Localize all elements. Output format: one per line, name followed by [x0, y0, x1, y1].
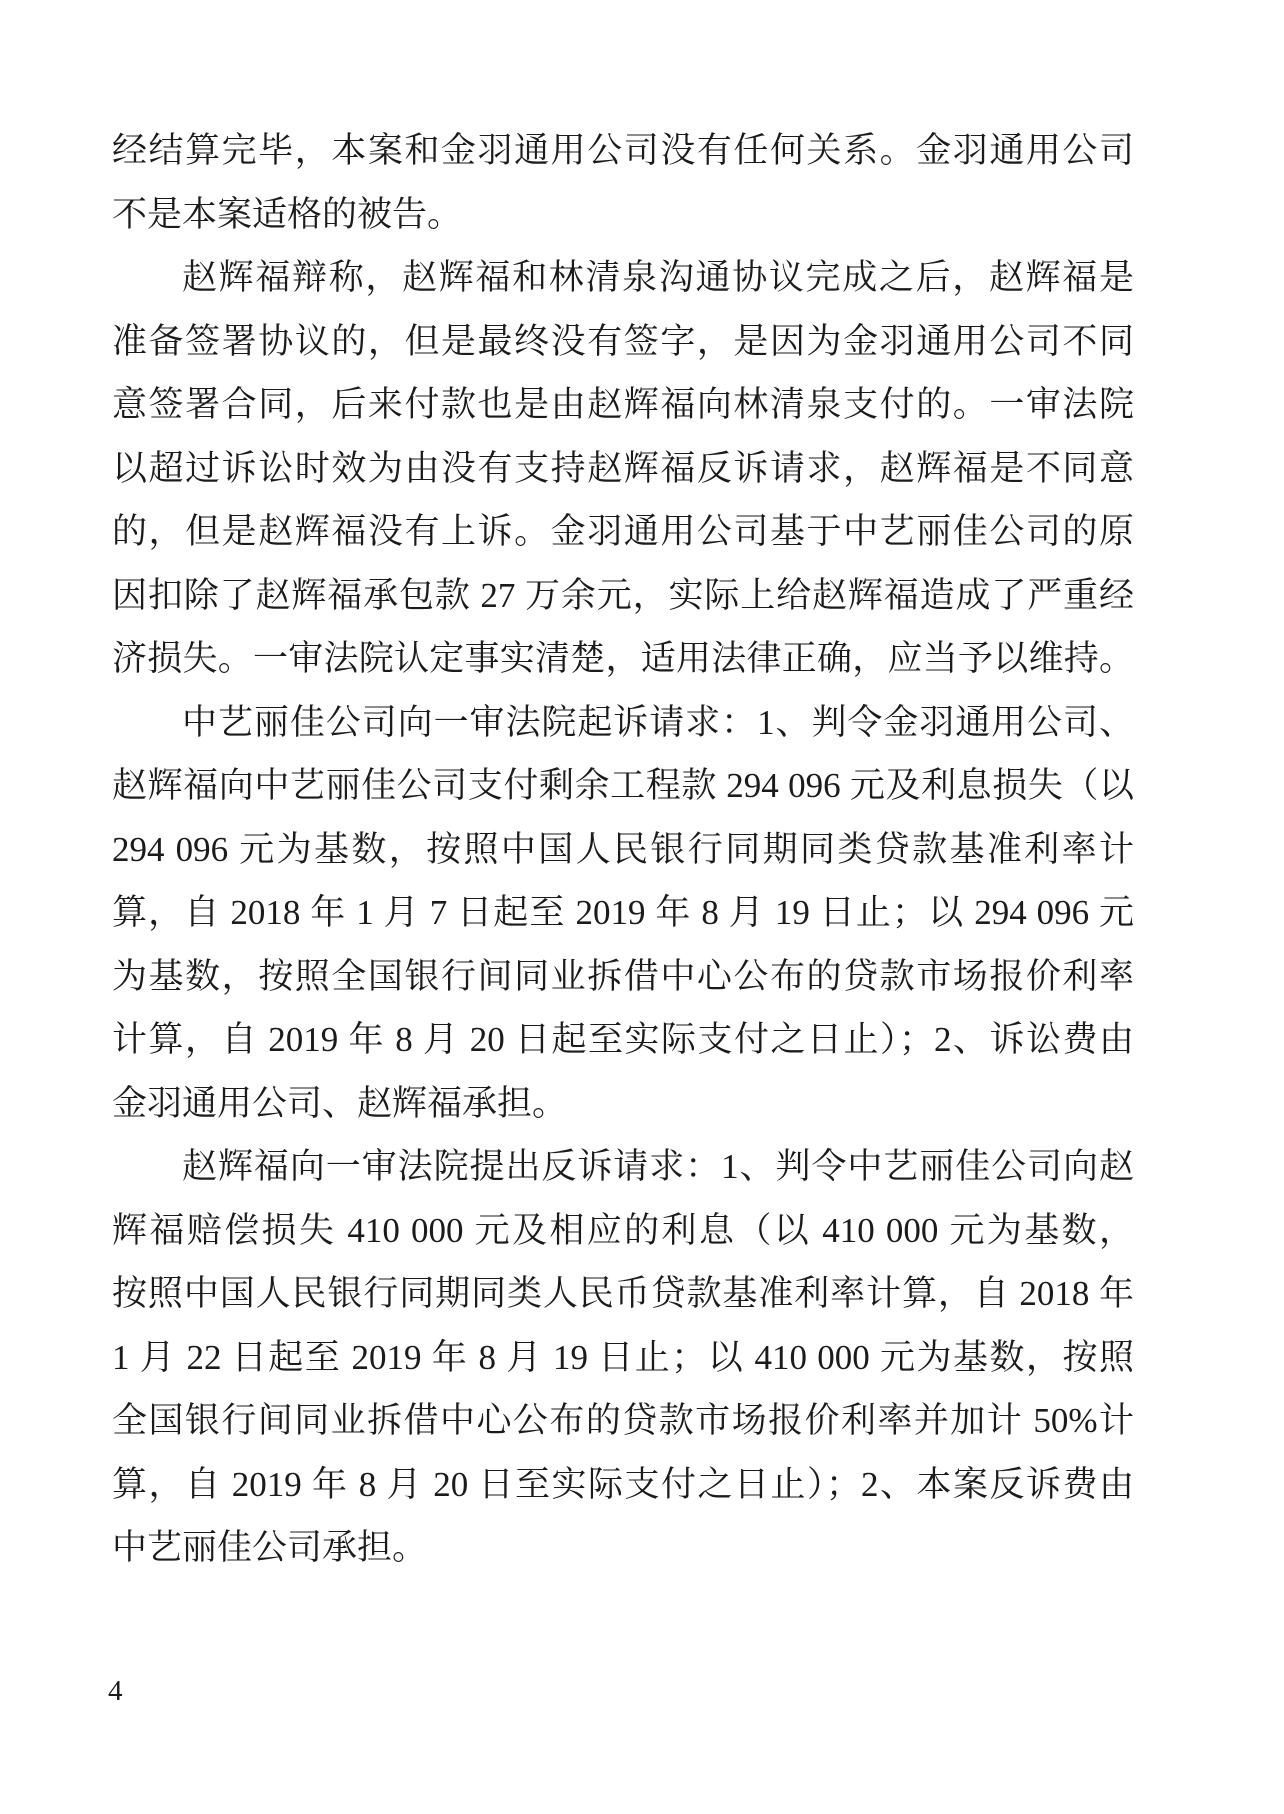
paragraph-continued	[112, 119, 1134, 246]
text-line: 为基数，按照全国银行间同业拆借中心公布的贷款市场报价利率	[112, 956, 1134, 996]
text-line: 中艺丽佳公司承担。	[112, 1528, 428, 1567]
text-line: 济损失。一审法院认定事实清楚，适用法律正确，应当予以维持。	[112, 639, 1134, 678]
text-line: 意签署合同，后来付款也是由赵辉福向林清泉支付的。一审法院	[112, 385, 1134, 424]
paragraph-plaintiff-claims	[112, 691, 1134, 1136]
page-number: 4	[108, 1675, 123, 1707]
text-line: 不是本案适格的被告。	[112, 194, 463, 234]
text-line: 全国银行间同业拆借中心公布的贷款市场报价利率并加计 50%计	[112, 1401, 1134, 1440]
text-line: 以超过诉讼时效为由没有支持赵辉福反诉请求，赵辉福是不同意	[112, 448, 1134, 488]
text-line: 的，但是赵辉福没有上诉。金羽通用公司基于中艺丽佳公司的原	[112, 512, 1134, 551]
text-line: 辉福赔偿损失 410 000 元及相应的利息（以 410 000 元为基数，	[112, 1210, 1134, 1250]
text-line: 中艺丽佳公司向一审法院起诉请求：1、判令金羽通用公司、	[182, 702, 1134, 742]
text-line: 算，自 2019 年 8 月 20 日至实际支付之日止）；2、本案反诉费由	[112, 1464, 1134, 1504]
text-line: 计算，自 2019 年 8 月 20 日起至实际支付之日止）；2、诉讼费由	[112, 1020, 1134, 1059]
text-line: 赵辉福向一审法院提出反诉请求：1、判令中艺丽佳公司向赵	[182, 1147, 1134, 1186]
text-line: 294 096 元为基数，按照中国人民银行同期同类贷款基准利率计	[112, 829, 1134, 869]
document-body	[112, 119, 1134, 1580]
text-line: 金羽通用公司、赵辉福承担。	[112, 1083, 568, 1123]
text-line: 按照中国人民银行同期同类人民币贷款基准利率计算，自 2018 年	[112, 1274, 1134, 1313]
paragraph-counterclaim	[112, 1135, 1134, 1580]
text-line: 因扣除了赵辉福承包款 27 万余元，实际上给赵辉福造成了严重经	[112, 575, 1134, 615]
text-line: 算，自 2018 年 1 月 7 日起至 2019 年 8 月 19 日止；以 294 096 元	[112, 893, 1134, 932]
text-line: 准备签署协议的，但是最终没有签字，是因为金羽通用公司不同	[112, 321, 1134, 361]
text-line: 赵辉福辩称，赵辉福和林清泉沟通协议完成之后，赵辉福是	[182, 258, 1134, 297]
paragraph-defense-statement	[112, 246, 1134, 691]
text-line: 经结算完毕，本案和金羽通用公司没有任何关系。金羽通用公司	[112, 131, 1134, 170]
text-line: 赵辉福向中艺丽佳公司支付剩余工程款 294 096 元及利息损失（以	[112, 766, 1134, 805]
text-line: 1 月 22 日起至 2019 年 8 月 19 日止；以 410 000 元为基数，按照	[112, 1337, 1134, 1377]
